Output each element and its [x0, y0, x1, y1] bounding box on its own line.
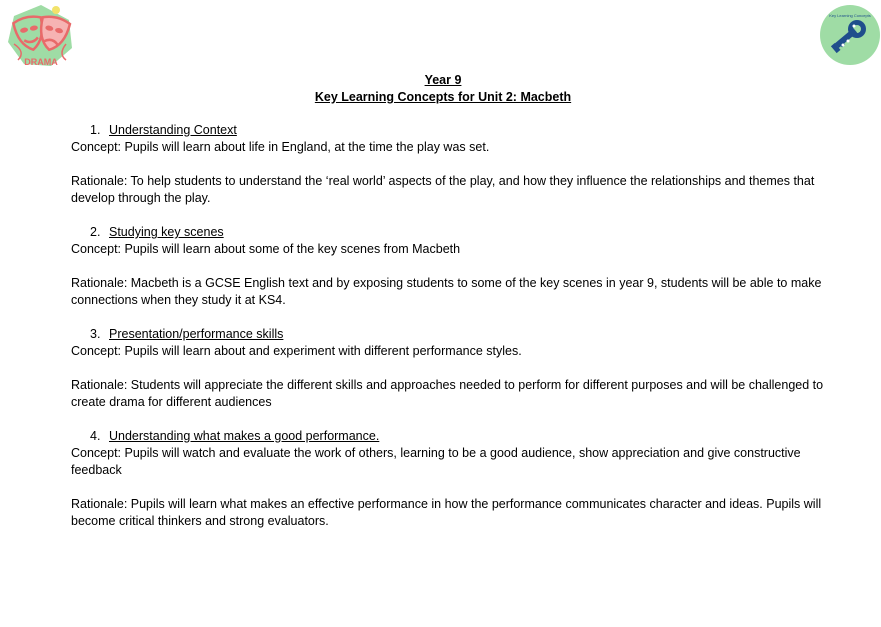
section-heading — [71, 428, 831, 445]
rationale-text: Rationale: Students will appreciate the different skills and approaches needed to perform for different purposes and will be challenged to create drama for different audiences — [71, 378, 824, 409]
concept-text: Concept: Pupils will learn about life in England, at the time the play was set. — [71, 140, 490, 154]
drama-logo-text: DRAMA — [24, 57, 58, 67]
concept-text: Concept: Pupils will watch and evaluate the work of others, learning to be a good audience, show appreciation and give constructive feedback — [71, 446, 801, 477]
concept-section-1 — [71, 122, 831, 207]
section-number: 1. — [90, 123, 101, 137]
rationale-text: Rationale: To help students to understand the ‘real world’ aspects of the play, and how they influence the relationships and themes that develop through the play. — [71, 174, 815, 205]
concepts-list — [71, 122, 831, 530]
key-icon — [819, 4, 881, 66]
concept-section-2 — [71, 224, 831, 309]
section-heading — [71, 224, 831, 241]
rationale-text: Rationale: Pupils will learn what makes an effective performance in how the performance communicates character and ideas. Pupils will become critical thinkers and strong evaluators. — [71, 497, 822, 528]
section-number: 4. — [90, 429, 101, 443]
section-title: Studying key scenes — [109, 225, 224, 239]
section-number: 2. — [90, 225, 101, 239]
section-title: Presentation/performance skills — [109, 327, 284, 341]
key-logo-text: Key Learning Concepts — [829, 13, 871, 18]
year-title: Year 9 — [424, 73, 462, 87]
section-heading — [71, 122, 831, 139]
concept-text: Concept: Pupils will learn about some of the key scenes from Macbeth — [71, 242, 461, 256]
section-title: Understanding what makes a good performance. — [109, 429, 380, 443]
document-header — [0, 72, 881, 106]
section-heading — [71, 326, 831, 343]
section-number: 3. — [90, 327, 101, 341]
drama-masks-icon — [6, 4, 76, 68]
section-title: Understanding Context — [109, 123, 237, 137]
concept-text: Concept: Pupils will learn about and experiment with different performance styles. — [71, 344, 522, 358]
concept-section-3 — [71, 326, 831, 411]
rationale-text: Rationale: Macbeth is a GCSE English text and by exposing students to some of the key scenes in year 9, students will be able to make connections when they study it at KS4. — [71, 276, 822, 307]
unit-title: Key Learning Concepts for Unit 2: Macbeth — [314, 90, 572, 104]
drama-logo — [6, 4, 76, 68]
key-learning-concepts-logo — [819, 4, 881, 66]
concept-section-4 — [71, 428, 831, 530]
